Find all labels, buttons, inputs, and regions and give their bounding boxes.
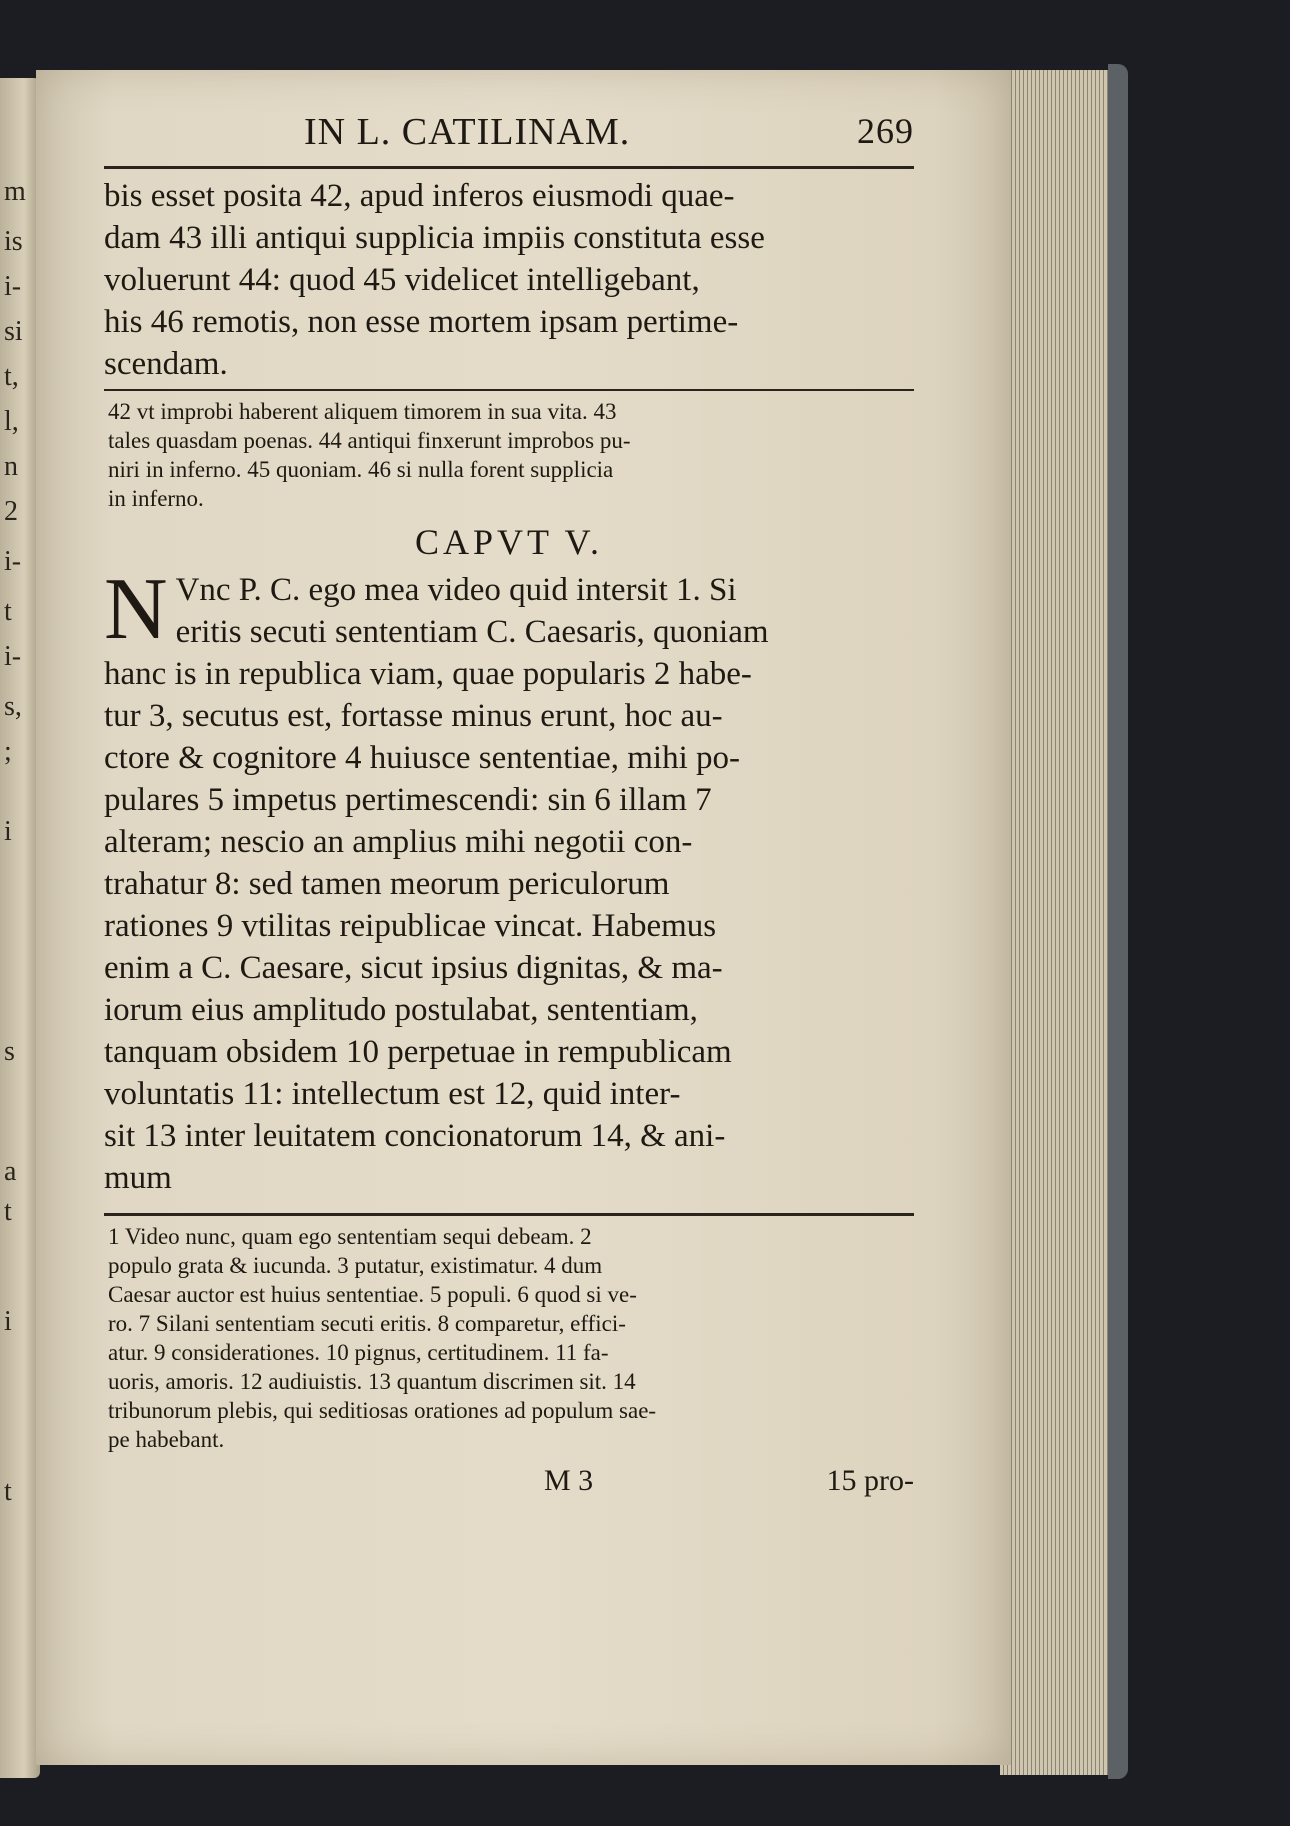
page-footer — [104, 1464, 914, 1504]
facing-page-fragment: t — [4, 1196, 12, 1227]
facing-page-fragment: a — [4, 1156, 17, 1187]
note-line: 42 vt improbi haberent aliquem timorem in sua vita. 43 — [108, 399, 617, 424]
facing-page-edge — [0, 78, 40, 1778]
page-edges — [1000, 70, 1120, 1775]
facing-page-fragment: i — [4, 816, 12, 847]
note-line: 1 Video nunc, quam ego sententiam sequi debeam. 2 — [108, 1224, 592, 1249]
running-title: IN L. CATILINAM. — [304, 111, 631, 153]
footnotes-top — [104, 397, 914, 513]
text-line: rationes 9 vtilitas reipublicae vincat. Habemus — [104, 908, 717, 944]
text-line: eritis secuti sententiam C. Caesaris, quoniam — [175, 614, 769, 650]
text-line: enim a C. Caesare, sicut ipsius dignitas, & ma- — [104, 950, 723, 986]
text-line: alteram; nescio an amplius mihi negotii con- — [104, 824, 693, 860]
drop-capital: N — [104, 561, 168, 658]
page-number: 269 — [857, 111, 914, 151]
chapter-heading: CAPVT V. — [414, 522, 604, 562]
facing-page-fragment: i- — [4, 271, 22, 302]
text-line: scendam. — [104, 346, 228, 382]
footnotes-bottom — [104, 1222, 914, 1454]
text-line: iorum eius amplitudo postulabat, sententiam, — [104, 992, 698, 1028]
note-line: Caesar auctor est huius sententiae. 5 populi. 6 quod si ve- — [108, 1282, 637, 1307]
note-line: populo grata & iucunda. 3 putatur, existimatur. 4 dum — [108, 1253, 603, 1278]
facing-page-fragment: t — [4, 596, 12, 627]
text-line-catchword: mum — [104, 1160, 172, 1196]
text-line: ctore & cognitore 4 huiusce sententiae, mihi po- — [104, 740, 740, 776]
facing-page-fragment: l, — [4, 406, 19, 437]
facing-page-fragment: t — [4, 1476, 12, 1507]
facing-page-fragment: ; — [4, 736, 12, 767]
facing-page-fragment: t, — [4, 361, 19, 392]
text-line: tanquam obsidem 10 perpetuae in rempublicam — [104, 1034, 732, 1070]
signature-mark: M 3 — [544, 1464, 594, 1497]
text-line: trahatur 8: sed tamen meorum periculorum — [104, 866, 670, 902]
facing-page-fragment: 2 — [4, 496, 18, 527]
facing-page-fragment: si — [4, 316, 23, 347]
book-cover-edge — [1108, 64, 1128, 1779]
facing-page-fragment: i- — [4, 641, 22, 672]
note-line: tribunorum plebis, qui seditiosas orationes ad populum sae- — [108, 1398, 657, 1423]
facing-page-fragment: i- — [4, 546, 22, 577]
body-text-top — [104, 175, 914, 385]
text-line: dam 43 illi antiqui supplicia impiis constituta esse — [104, 220, 765, 256]
facing-page-fragment: s, — [4, 691, 22, 722]
chapter-text — [104, 561, 914, 1199]
note-line: uoris, amoris. 12 audiuistis. 13 quantum discrimen sit. 14 — [108, 1369, 636, 1394]
text-line: voluntatis 11: intellectum est 12, quid inter- — [104, 1076, 681, 1112]
notes-rule — [104, 389, 914, 391]
note-line: atur. 9 considerationes. 10 pignus, certitudinem. 11 fa- — [108, 1340, 609, 1365]
text-line: Vnc P. C. ego mea video quid intersit 1. Si — [175, 572, 737, 608]
note-line: niri in inferno. 45 quoniam. 46 si nulla forent supplicia — [108, 457, 614, 482]
note-line: tales quasdam poenas. 44 antiqui finxerunt improbos pu- — [108, 428, 631, 453]
text-line: pulares 5 impetus pertimescendi: sin 6 illam 7 — [104, 782, 712, 818]
notes-rule — [104, 1213, 914, 1216]
catchword: 15 pro- — [826, 1464, 914, 1497]
text-line: bis esset posita 42, apud inferos eiusmodi quae- — [104, 178, 735, 214]
page-header — [104, 110, 914, 162]
header-rule — [104, 166, 914, 169]
text-line: tur 3, secutus est, fortasse minus erunt, hoc au- — [104, 698, 723, 734]
text-line: hanc is in republica viam, quae popularis 2 habe- — [104, 656, 752, 692]
note-line: ro. 7 Silani sententiam secuti eritis. 8 comparetur, effici- — [108, 1311, 626, 1336]
page-content — [104, 110, 914, 1504]
facing-page-fragment: m — [4, 176, 26, 207]
facing-page-fragment: s — [4, 1036, 15, 1067]
text-line: voluerunt 44: quod 45 videlicet intelligebant, — [104, 262, 700, 298]
facing-page-fragment: is — [4, 226, 23, 257]
note-line: in inferno. — [108, 486, 204, 511]
note-line: pe habebant. — [108, 1427, 225, 1452]
text-line: his 46 remotis, non esse mortem ipsam pertime- — [104, 304, 739, 340]
text-line: sit 13 inter leuitatem concionatorum 14, & ani- — [104, 1118, 726, 1154]
facing-page-fragment: i — [4, 1306, 12, 1337]
facing-page-fragment: n — [4, 451, 18, 482]
